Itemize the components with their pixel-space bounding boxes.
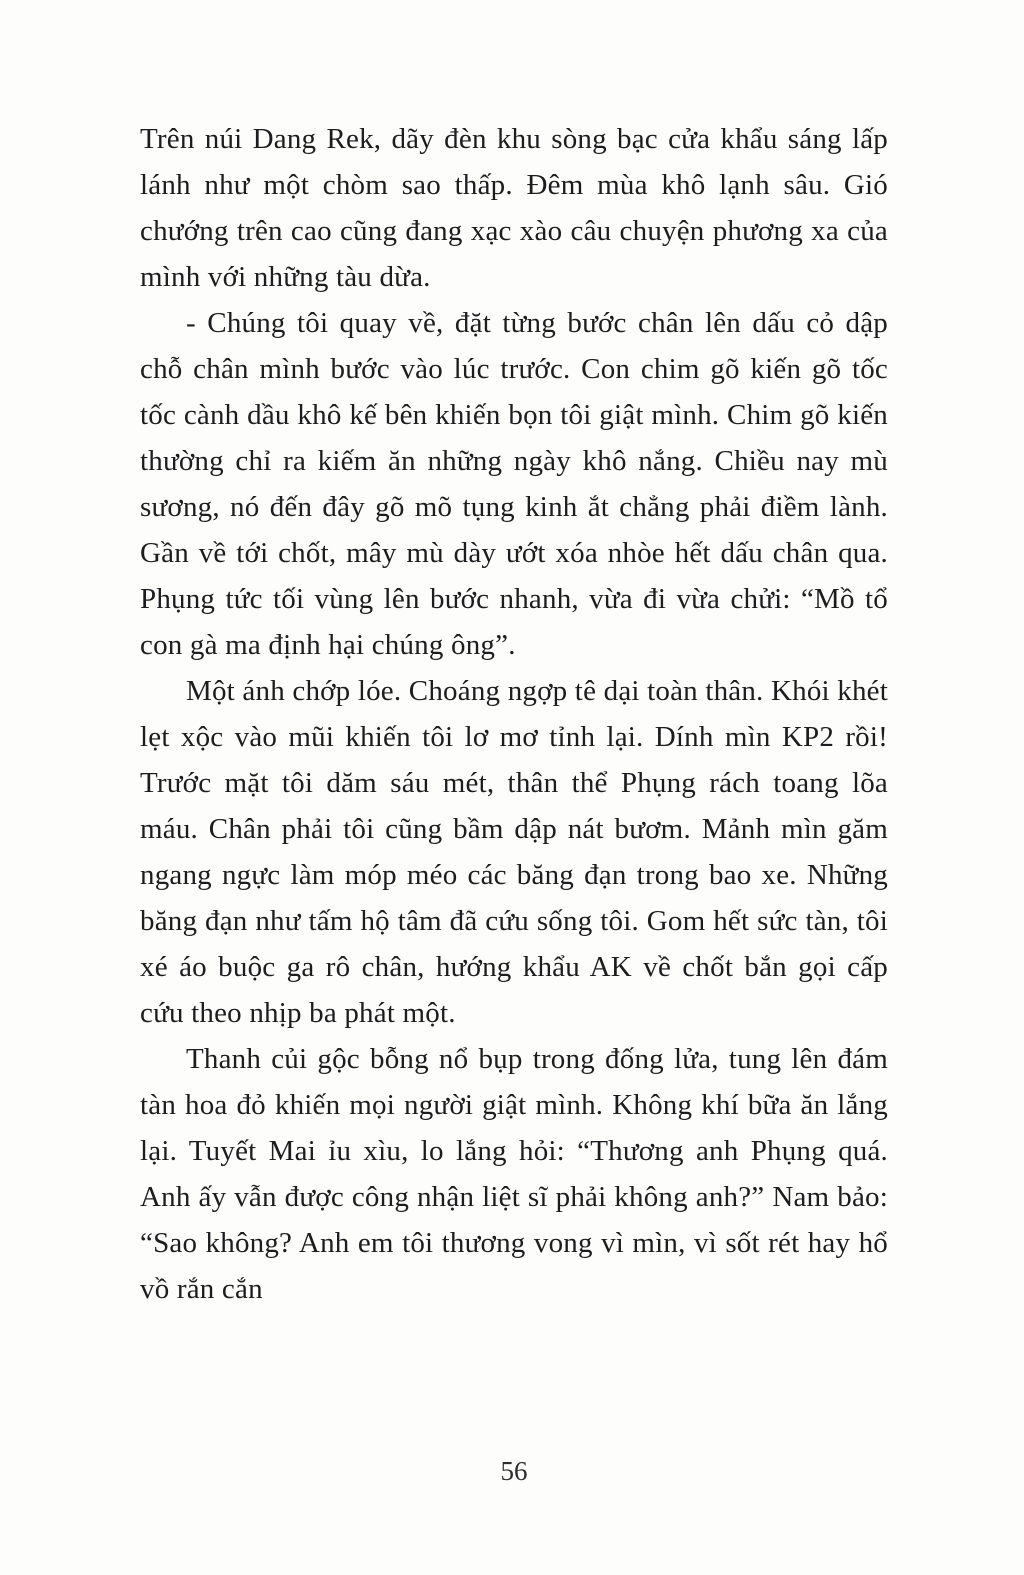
page-number: 56 [500,1456,528,1486]
paragraph: Một ánh chớp lóe. Choáng ngợp tê dại toàn thân. Khói khét lẹt xộc vào mũi khiến tôi lơ mơ tỉnh lại. Dính mìn KP2 rồi! Trước mặt tôi dăm sáu mét, thân thể Phụng rách toang lõa máu. Chân phải tôi cũng bầm dập nát bươm. Mảnh mìn găm ngang ngực làm móp méo các băng đạn trong bao xe. Những băng đạn như tấm hộ tâm đã cứu sống tôi. Gom hết sức tàn, tôi xé áo buộc ga rô chân, hướng khẩu AK về chốt bắn gọi cấp cứu theo nhịp ba phát một. [140,675,888,1029]
paragraph: Trên núi Dang Rek, dãy đèn khu sòng bạc cửa khẩu sáng lấp lánh như một chòm sao thấp. Đêm mùa khô lạnh sâu. Gió chướng trên cao cũng đang xạc xào câu chuyện phương xa của mình với những tàu dừa. [140,123,888,293]
paragraph: - Chúng tôi quay về, đặt từng bước chân lên dấu cỏ dập chỗ chân mình bước vào lúc trước. Con chim gõ kiến gõ tốc tốc cành dầu khô kế bên khiến bọn tôi giật mình. Chim gõ kiến thường chỉ ra kiếm ăn những ngày khô nắng. Chiều nay mù sương, nó đến đây gõ mõ tụng kinh ắt chẳng phải điềm lành. Gần về tới chốt, mây mù dày ướt xóa nhòe hết dấu chân qua. Phụng tức tối vùng lên bước nhanh, vừa đi vừa chửi: “Mồ tổ con gà ma định hại chúng ông”. [140,307,888,661]
paragraph: Thanh củi gộc bỗng nổ bụp trong đống lửa, tung lên đám tàn hoa đỏ khiến mọi người giật mình. Không khí bữa ăn lắng lại. Tuyết Mai ỉu xìu, lo lắng hỏi: “Thương anh Phụng quá. Anh ấy vẫn được công nhận liệt sĩ phải không anh?” Nam bảo: “Sao không? Anh em tôi thương vong vì mìn, vì sốt rét hay hổ vồ rắn cắn [140,1043,888,1305]
text-block [140,116,888,1312]
